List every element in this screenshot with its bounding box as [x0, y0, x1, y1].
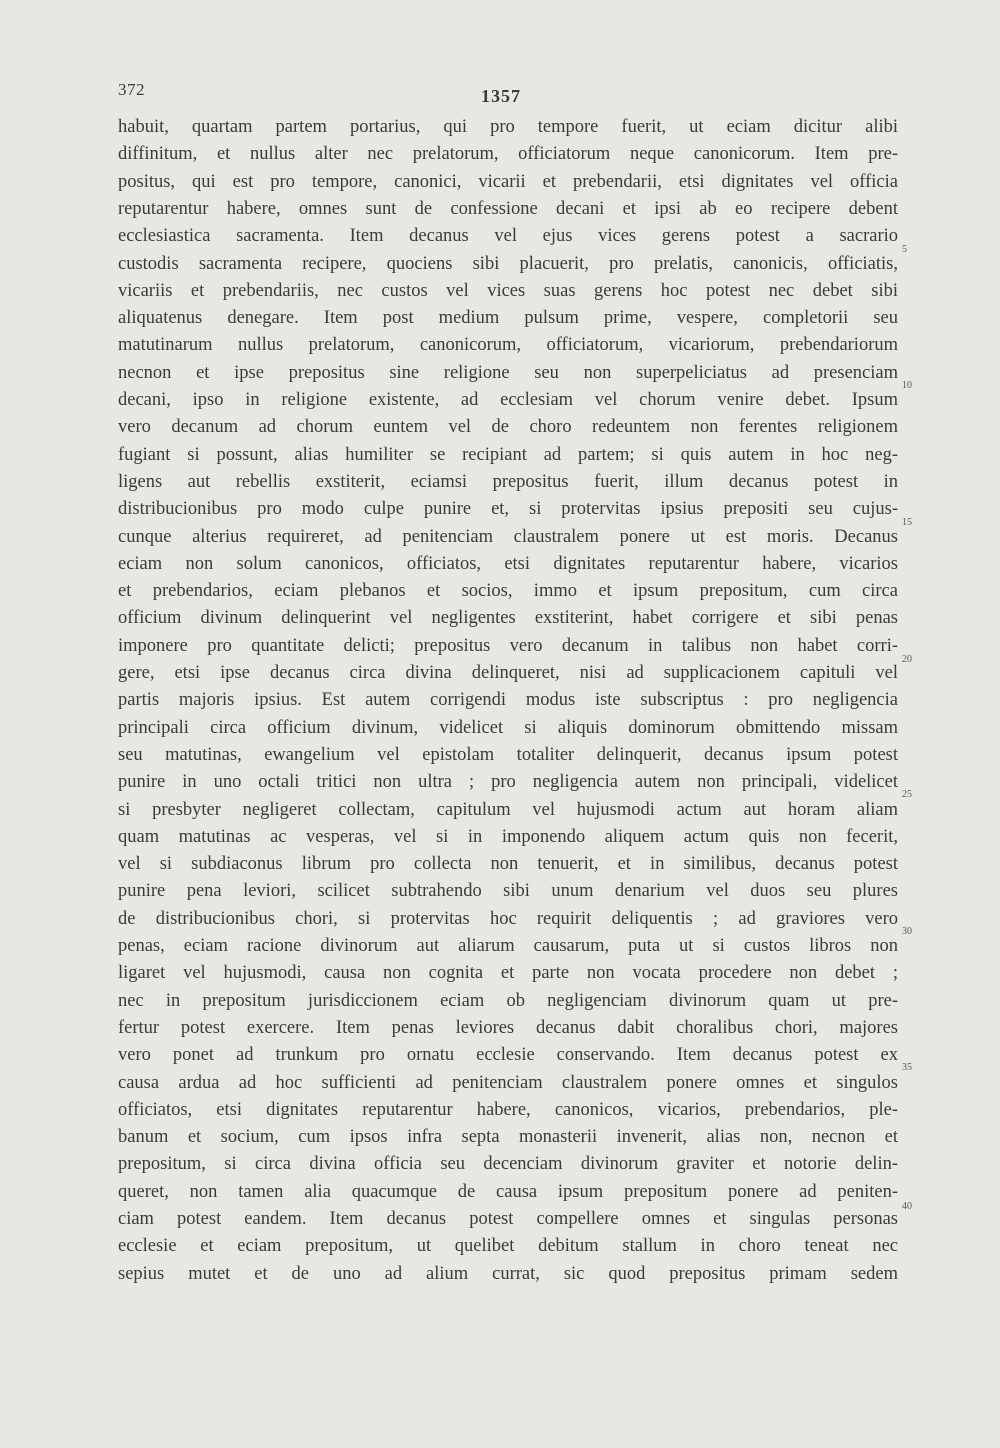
text-line: si presbyter negligeret collectam, capitulum vel hujusmodi actum aut horam aliam [118, 799, 898, 820]
text-line: penas, eciam racione divinorum aut aliarum causarum, puta ut si custos libros non [118, 936, 898, 956]
text-line: prepositum, si circa divina officia seu decenciam divinorum graviter et notorie delin- [118, 1154, 898, 1175]
text-line: punire pena leviori, scilicet subtrahendo sibi unum denarium vel duos seu plures [118, 881, 898, 902]
text-line: seu matutinas, ewangelium vel epistolam totaliter delinquerit, decanus ipsum potest [118, 744, 898, 765]
page-number: 372 [118, 80, 145, 99]
text-line: ligaret vel hujusmodi, causa non cognita et parte non vocata procedere non debet ; [118, 963, 898, 984]
text-line: positus, qui est pro tempore, canonici, vicarii et prebendarii, etsi dignitates vel officia [118, 171, 898, 192]
text-line: ecclesiastica sacramenta. Item decanus vel ejus vices gerens potest a sacrario [118, 226, 898, 247]
text-line: aliquatenus denegare. Item post medium pulsum prime, vespere, completorii seu [118, 308, 898, 329]
text-line: cunque alterius requireret, ad penitenciam claustralem ponere ut est moris. Decanus [118, 526, 898, 547]
text-line: nec in prepositum jurisdiccionem eciam ob negligenciam divinorum quam ut pre- [118, 990, 898, 1011]
text-line: officiatos, etsi dignitates reputarentur habere, canonicos, vicarios, prebendarios, ple- [118, 1099, 898, 1120]
text-line: custodis sacramenta recipere, quociens sibi placuerit, pro prelatis, canonicis, officiatis, [118, 253, 898, 274]
text-line: ciam potest eandem. Item decanus potest compellere omnes et singulas personas [118, 1209, 898, 1229]
text-line: gere, etsi ipse decanus circa divina delinqueret, nisi ad supplicacionem capituli vel [118, 663, 898, 683]
text-line: queret, non tamen alia quacumque de causa ipsum prepositum ponere ad peniten- [118, 1181, 898, 1202]
text-line: sepius mutet et de uno ad alium currat, sic quod prepositus primam sedem [118, 1263, 898, 1284]
text-line: vel si subdiaconus librum pro collecta non tenuerit, et in similibus, decanus potest [118, 854, 898, 875]
text-line: causa ardua ad hoc sufficienti ad penitenciam claustralem ponere omnes et singulos [118, 1072, 898, 1093]
text-line: partis majoris ipsius. Est autem corrigendi modus iste subscriptus : pro negligencia [118, 690, 898, 711]
line-number-40: 40 [902, 1201, 912, 1212]
line-number-10: 10 [902, 380, 912, 391]
text-line: vicariis et prebendariis, nec custos vel vices suas gerens hoc potest nec debet sibi [118, 280, 898, 301]
line-number-5: 5 [902, 244, 907, 255]
text-line: habuit, quartam partem portarius, qui pro tempore fuerit, ut eciam dicitur alibi [118, 117, 898, 137]
text-line: ligens aut rebellis exstiterit, eciamsi prepositus fuerit, illum decanus potest in [118, 471, 898, 492]
text-line: ecclesie et eciam prepositum, ut quelibet debitum stallum in choro teneat nec [118, 1236, 898, 1257]
text-line: imponere pro quantitate delicti; prepositus vero decanum in talibus non habet corri- [118, 635, 898, 656]
line-number-15: 15 [902, 517, 912, 528]
text-line: decani, ipso in religione existente, ad ecclesiam vel chorum venire debet. Ipsum [118, 390, 898, 410]
text-line: officium divinum delinquerint vel negligentes exstiterint, habet corrigere et sibi penas [118, 608, 898, 629]
text-line: de distribucionibus chori, si protervitas hoc requirit deliquentis ; ad graviores vero [118, 908, 898, 929]
line-number-35: 35 [902, 1062, 912, 1073]
text-line: diffinitum, et nullus alter nec prelatorum, officiatorum neque canonicorum. Item pre- [118, 144, 898, 165]
text-line: punire in uno octali tritici non ultra ; pro negligencia autem non principali, videlicet [118, 772, 898, 793]
line-number-30: 30 [902, 926, 912, 937]
text-line: quam matutinas ac vesperas, vel si in imponendo aliquem actum quis non fecerit, [118, 826, 898, 847]
line-number-25: 25 [902, 789, 912, 800]
year-heading: 1357 [481, 86, 521, 106]
text-line: fertur potest exercere. Item penas leviores decanus dabit choralibus chori, majores [118, 1017, 898, 1038]
line-number-20: 20 [902, 654, 912, 665]
text-line: principali circa officium divinum, videlicet si aliquis dominorum obmittendo missam [118, 717, 898, 738]
text-line: vero decanum ad chorum euntem vel de choro redeuntem non ferentes religionem [118, 417, 898, 438]
text-line: matutinarum nullus prelatorum, canonicorum, officiatorum, vicariorum, prebendariorum [118, 335, 898, 356]
text-line: distribucionibus pro modo culpe punire et, si protervitas ipsius prepositi seu cujus- [118, 499, 898, 520]
text-line: reputarentur habere, omnes sunt de confessione decani et ipsi ab eo recipere debent [118, 198, 898, 219]
text-line: necnon et ipse prepositus sine religione seu non superpeliciatus ad presenciam [118, 362, 898, 383]
text-line: vero ponet ad trunkum pro ornatu ecclesie conservando. Item decanus potest ex [118, 1045, 898, 1066]
text-line: banum et socium, cum ipsos infra septa monasterii invenerit, alias non, necnon et [118, 1127, 898, 1148]
text-line: fugiant si possunt, alias humiliter se recipiant ad partem; si quis autem in hoc neg- [118, 444, 898, 465]
text-line: et prebendarios, eciam plebanos et socios, immo et ipsum prepositum, cum circa [118, 581, 898, 602]
text-line: eciam non solum canonicos, officiatos, etsi dignitates reputarentur habere, vicarios [118, 553, 898, 574]
